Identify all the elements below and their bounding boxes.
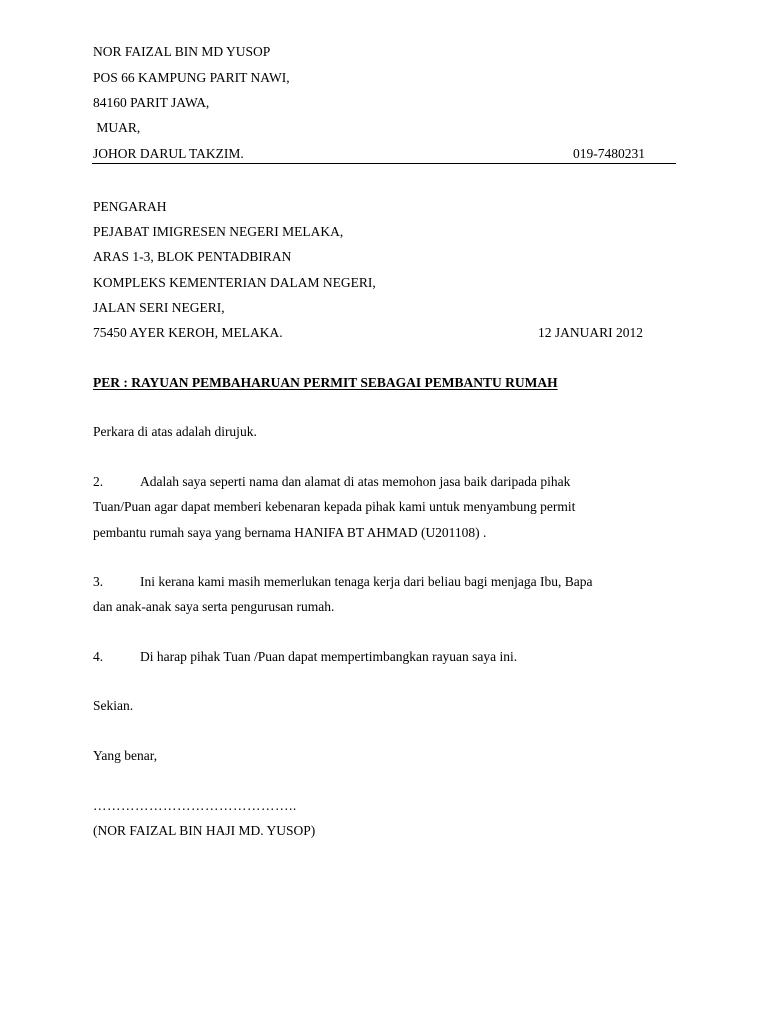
sender-phone: 019-7480231 xyxy=(573,146,645,161)
sender-address-line-4: JOHOR DARUL TAKZIM. xyxy=(93,146,244,161)
header-divider xyxy=(92,163,676,164)
recipient-line-1: PEJABAT IMIGRESEN NEGERI MELAKA, xyxy=(93,224,344,239)
paragraph-2-line-3: pembantu rumah saya yang bernama HANIFA BT AHMAD (U201108) . xyxy=(93,525,487,540)
sender-address-line-2: 84160 PARIT JAWA, xyxy=(93,95,210,110)
body-intro: Perkara di atas adalah dirujuk. xyxy=(93,424,257,439)
paragraph-2-number: 2. xyxy=(93,474,104,489)
recipient-title: PENGARAH xyxy=(93,199,167,214)
paragraph-3-number: 3. xyxy=(93,574,104,589)
paragraph-2-line-2: Tuan/Puan agar dapat memberi kebenaran kepada pihak kami untuk menyambung permit xyxy=(93,499,576,514)
paragraph-3-line-2: dan anak-anak saya serta pengurusan rumah. xyxy=(93,599,335,614)
closing-sekian: Sekian. xyxy=(93,698,134,713)
sender-name: NOR FAIZAL BIN MD YUSOP xyxy=(93,44,271,59)
sender-address-line-1: POS 66 KAMPUNG PARIT NAWI, xyxy=(93,70,290,85)
paragraph-3-text: Ini kerana kami masih memerlukan tenaga kerja dari beliau bagi menjaga Ibu, Bapa xyxy=(140,574,593,589)
paragraph-2-text: Adalah saya seperti nama dan alamat di atas memohon jasa baik daripada pihak xyxy=(140,474,571,489)
recipient-line-3: KOMPLEKS KEMENTERIAN DALAM NEGERI, xyxy=(93,275,376,290)
signature-line: …………………………………….. xyxy=(93,798,297,813)
paragraph-4-line-1 xyxy=(93,649,517,665)
paragraph-4-text: Di harap pihak Tuan /Puan dapat mempertimbangkan rayuan saya ini. xyxy=(140,649,518,664)
paragraph-4-number: 4. xyxy=(93,649,104,664)
paragraph-2-line-1 xyxy=(93,474,570,490)
closing-yang-benar: Yang benar, xyxy=(93,748,158,763)
recipient-line-5: 75450 AYER KEROH, MELAKA. xyxy=(93,325,283,340)
recipient-line-4: JALAN SERI NEGERI, xyxy=(93,300,225,315)
letter-subject: PER : RAYUAN PEMBAHARUAN PERMIT SEBAGAI PEMBANTU RUMAH xyxy=(93,375,558,390)
signature-name: (NOR FAIZAL BIN HAJI MD. YUSOP) xyxy=(93,823,316,838)
letter-date: 12 JANUARI 2012 xyxy=(538,325,644,340)
paragraph-3-line-1 xyxy=(93,574,592,590)
recipient-line-2: ARAS 1-3, BLOK PENTADBIRAN xyxy=(93,249,292,264)
sender-address-line-3: MUAR, xyxy=(93,120,141,135)
